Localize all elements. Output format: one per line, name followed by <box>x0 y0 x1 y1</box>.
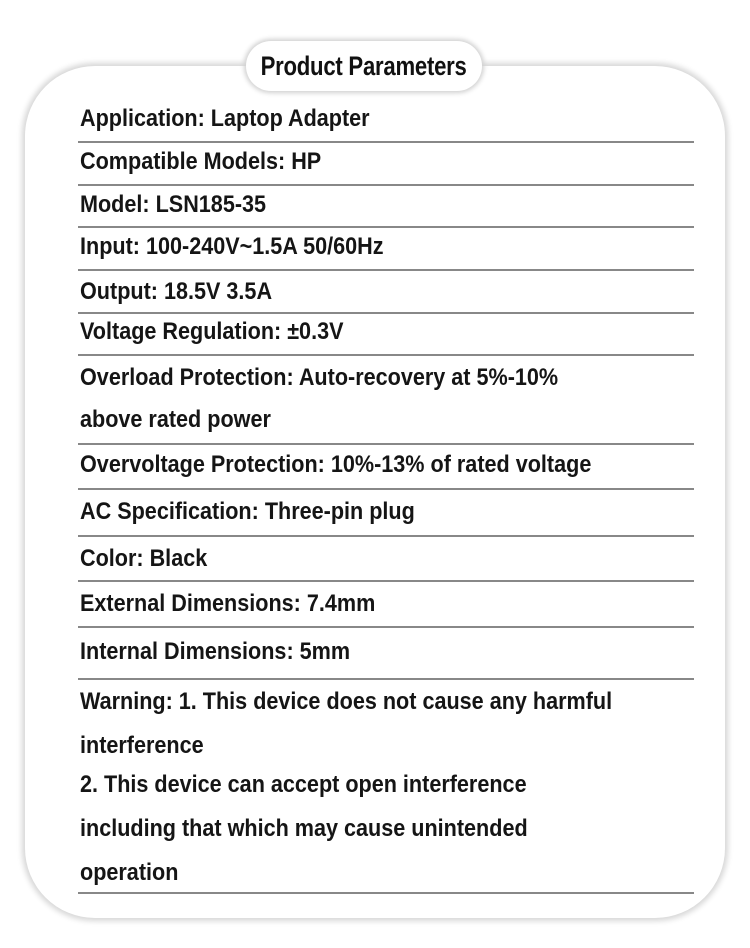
param-overload-protection: Overload Protection: Auto-recovery at 5%-10% <box>80 364 559 391</box>
divider <box>78 892 694 894</box>
divider <box>78 141 694 143</box>
param-warning-2-cont: including that which may cause unintended <box>80 815 528 842</box>
divider <box>78 269 694 271</box>
param-input: Input: 100-240V~1.5A 50/60Hz <box>80 233 384 260</box>
divider <box>78 580 694 582</box>
param-warning-cont: interference <box>80 732 204 759</box>
page-title: Product Parameters <box>261 50 467 81</box>
divider <box>78 312 694 314</box>
param-model: Model: LSN185-35 <box>80 191 267 218</box>
param-warning: Warning: 1. This device does not cause any harmful <box>80 688 613 715</box>
param-warning-2-cont-2: operation <box>80 859 179 886</box>
divider <box>78 226 694 228</box>
param-voltage-regulation: Voltage Regulation: ±0.3V <box>80 318 344 345</box>
title-badge <box>246 41 482 91</box>
param-overvoltage-protection: Overvoltage Protection: 10%-13% of rated voltage <box>80 451 592 478</box>
divider <box>78 184 694 186</box>
param-output: Output: 18.5V 3.5A <box>80 278 273 305</box>
param-overload-protection-cont: above rated power <box>80 406 271 433</box>
param-external-dimensions: External Dimensions: 7.4mm <box>80 590 376 617</box>
divider <box>78 626 694 628</box>
divider <box>78 535 694 537</box>
param-compatible-models: Compatible Models: HP <box>80 148 322 175</box>
param-warning-2: 2. This device can accept open interference <box>80 771 527 798</box>
param-color: Color: Black <box>80 545 208 572</box>
divider <box>78 488 694 490</box>
param-internal-dimensions: Internal Dimensions: 5mm <box>80 638 351 665</box>
param-application: Application: Laptop Adapter <box>80 105 370 132</box>
divider <box>78 678 694 680</box>
param-ac-specification: AC Specification: Three-pin plug <box>80 498 415 525</box>
divider <box>78 443 694 445</box>
divider <box>78 354 694 356</box>
